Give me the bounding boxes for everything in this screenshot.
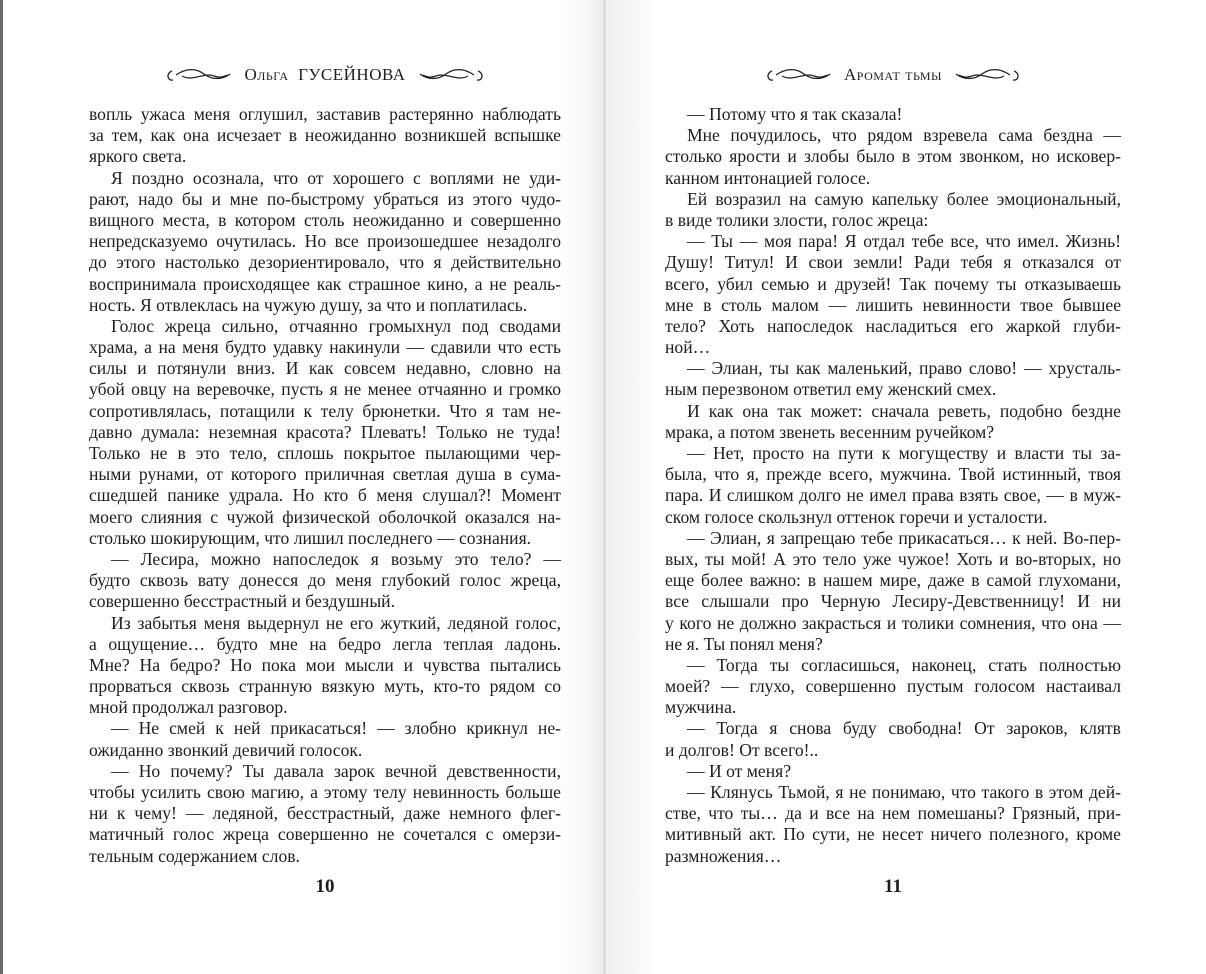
paragraph bbox=[89, 549, 561, 613]
flourish-ornament-icon bbox=[952, 64, 1022, 86]
right-page bbox=[665, 0, 1121, 974]
text-line: канном интонацией голосе. bbox=[665, 167, 871, 188]
paragraph bbox=[89, 761, 561, 867]
text-line: ни к чему! — ледяной, бесстрастный, даже немного флег- bbox=[89, 803, 561, 824]
author-name bbox=[244, 65, 405, 85]
text-line: прорваться сквозь странную вязкую муть, кто-то рядом со bbox=[89, 676, 561, 697]
text-line: ожиданно звонкий девичий голосок. bbox=[89, 739, 363, 760]
book-title: Аромат тьмы bbox=[844, 65, 942, 84]
text-line: яркого света. bbox=[89, 146, 187, 167]
text-line: мрака, а потом звенеть весенним ручейком? bbox=[665, 421, 995, 442]
book-gutter bbox=[560, 0, 660, 974]
text-line: митивный акт. По сути, не несет ничего полезного, кроме bbox=[665, 824, 1121, 845]
paragraph bbox=[89, 168, 561, 316]
text-line: рают, надо бы и мне по-быстрому убраться из этого чудо- bbox=[89, 188, 561, 209]
text-line: Мне почудилось, что рядом взревела сама бездна — bbox=[687, 125, 1121, 146]
author-first-name: Ольга bbox=[244, 65, 289, 84]
text-line: непредсказуемо очутилась. Но все произошедшее незадолго bbox=[89, 231, 561, 252]
text-line: — Клянусь Тьмой, я не понимаю, что такого в этом дей- bbox=[687, 782, 1121, 802]
scan-edge bbox=[0, 0, 3, 974]
text-line: матичный голос жреца совершенно не сочетался с омерзи- bbox=[89, 824, 561, 845]
text-line: — Не смей к ней прикасаться! — злобно крикнул не- bbox=[111, 718, 561, 739]
paragraph bbox=[665, 761, 1121, 782]
text-line: — Тогда я снова буду свободна! От зароков, клятв bbox=[687, 718, 1121, 739]
text-line: ными рунами, от которого приличная светлая душа в сума- bbox=[89, 464, 561, 485]
text-line: сопротивлялась, потащили к телу брюнетки. Что я там не- bbox=[89, 400, 561, 421]
text-line: в виде толики злости, голос жреца: bbox=[665, 209, 929, 230]
text-line: вых, ты мой! А это тело уже чужое! Хоть и во-вторых, но bbox=[665, 548, 1121, 569]
text-line: чтобы усилить свою магию, а этому телу невинность больше bbox=[89, 782, 561, 802]
running-head-author bbox=[89, 64, 561, 86]
text-line: всего, убил семью и друзей! Так почему ты отказываешь bbox=[665, 273, 1121, 294]
text-line: мной продолжал разговор. bbox=[89, 697, 288, 718]
text-line: сшедшей панике удрала. Но кто б меня слушал?! Момент bbox=[89, 485, 561, 506]
text-line: И как она так может: сначала реветь, подобно бездне bbox=[687, 400, 1121, 421]
text-line: за тем, как она исчезает в неожиданно возникшей вспышке bbox=[89, 125, 561, 146]
page-number: 10 bbox=[315, 876, 335, 897]
running-head-title bbox=[665, 64, 1121, 86]
paragraph bbox=[89, 613, 561, 719]
text-line: мне в столь малом — лишить невинности твое бывшее bbox=[665, 294, 1121, 315]
text-line: совершенно бесстрастный и бездушный. bbox=[89, 591, 395, 612]
body-text bbox=[89, 104, 561, 867]
text-line: воспринимала происходящее как страшное кино, а не реаль- bbox=[89, 273, 561, 294]
text-line: все слышали про Черную Лесиру-Девственницу! И ни bbox=[665, 591, 1121, 612]
paragraph bbox=[665, 718, 1121, 760]
page-number: 11 bbox=[884, 876, 902, 897]
text-line: ным перезвоном ответил ему женский смех. bbox=[665, 379, 997, 400]
paragraph bbox=[665, 358, 1121, 400]
text-line: Ей возразил на самую капельку более эмоциональный, bbox=[687, 188, 1121, 209]
text-line: Только не в это тело, сплошь покрытое пылающими чер- bbox=[89, 443, 561, 463]
paragraph bbox=[665, 443, 1121, 528]
text-line: еще более важно: в нашем мире, даже в самой глухомани, bbox=[665, 570, 1121, 591]
text-line: — Ты — моя пара! Я отдал тебе все, что имел. Жизнь! bbox=[687, 231, 1121, 252]
text-line: до этого настолько дезориентировало, что я действительно bbox=[89, 252, 561, 273]
text-line: вищного места, в котором столь неожиданно и совершенно bbox=[89, 209, 561, 230]
body-text bbox=[665, 104, 1121, 867]
paragraph bbox=[89, 316, 561, 549]
paragraph bbox=[665, 655, 1121, 719]
text-line: мужчина. bbox=[665, 697, 737, 718]
text-line: стве, что ты… да и все на нем помешаны? Грязный, при- bbox=[665, 803, 1121, 824]
paragraph bbox=[665, 528, 1121, 655]
text-line: — Элиан, я запрещаю тебе прикасаться… к ней. Во-пер- bbox=[687, 527, 1121, 548]
text-line: Я поздно осознала, что от хорошего с воплями не уди- bbox=[111, 167, 561, 188]
text-line: — Элиан, ты как маленький, право слово! — хрусталь- bbox=[687, 358, 1121, 379]
text-line: тельным содержанием слов. bbox=[89, 845, 300, 866]
text-line: убой овцу на веревочке, пусть я не менее отчаянно и громко bbox=[89, 379, 561, 400]
text-line: давно думала: неземная красота? Плевать! Только не туда! bbox=[89, 421, 561, 442]
paragraph bbox=[89, 718, 561, 760]
text-line: была, что я, прежде всего, мужчина. Твой истинный, твоя bbox=[665, 464, 1121, 485]
text-line: моего слияния с чужой физической оболочкой оказался на- bbox=[89, 506, 561, 527]
text-line: — И от меня? bbox=[687, 760, 792, 781]
text-line: пара. И слишком долго не имел права взять свое, — в муж- bbox=[665, 485, 1121, 506]
text-line: Голос жреца сильно, отчаянно громыхнул под сводами bbox=[111, 315, 561, 336]
paragraph bbox=[665, 401, 1121, 443]
text-line: Мне? На бедро? Но пока мои мысли и чувства пытались bbox=[89, 654, 561, 675]
author-last-name: ГУСЕЙНОВА bbox=[298, 65, 406, 84]
text-line: силы и потянули вниз. И как совсем недавно, словно на bbox=[89, 358, 561, 379]
text-line: Душу! Титул! И свои земли! Ради тебя я отказался от bbox=[665, 252, 1121, 273]
flourish-ornament-icon bbox=[764, 64, 834, 86]
text-line: вопль ужаса меня оглушил, заставив растерянно наблюдать bbox=[89, 104, 561, 124]
flourish-ornament-icon bbox=[164, 64, 234, 86]
text-line: Из забытья меня выдернул не его жуткий, ледяной голос, bbox=[111, 612, 561, 633]
text-line: — Лесира, можно напоследок я возьму это тело? — bbox=[111, 548, 561, 569]
text-line: столько шокирующим, что лишил последнего — сознания. bbox=[89, 527, 532, 548]
text-line: ность. Я отвлеклась на чужую душу, за что и поплатилась. bbox=[89, 294, 528, 315]
paragraph bbox=[665, 231, 1121, 358]
text-line: ной… bbox=[665, 337, 711, 358]
text-line: — Тогда ты согласишься, наконец, стать полностью bbox=[687, 654, 1121, 675]
text-line: храма, а на меня будто удавку накинули — сдавили что есть bbox=[89, 337, 561, 358]
text-line: ском голосе скользнул оттенок горечи и усталости. bbox=[665, 506, 1048, 527]
text-line: размножения… bbox=[665, 845, 782, 866]
text-line: будто сквозь вату донесся до меня глубокий голос жреца, bbox=[89, 570, 561, 591]
paragraph bbox=[665, 104, 1121, 125]
text-line: — Но почему? Ты давала зарок вечной девственности, bbox=[111, 760, 561, 781]
text-line: моей? — глухо, совершенно пустым голосом настаивал bbox=[665, 676, 1121, 697]
flourish-ornament-icon bbox=[416, 64, 486, 86]
text-line: у кого не должно закрасться и толики сомнения, что она — bbox=[665, 612, 1121, 633]
left-page bbox=[89, 0, 561, 974]
text-line: тело? Хоть напоследок насладиться его жаркой глуби- bbox=[665, 315, 1121, 336]
text-line: — Нет, просто на пути к могуществу и власти ты за- bbox=[687, 443, 1121, 463]
text-line: и долгов! От всего!.. bbox=[665, 739, 819, 760]
text-line: а ощущение… будто мне на бедро легла теплая ладонь. bbox=[89, 633, 561, 654]
paragraph bbox=[665, 125, 1121, 189]
paragraph bbox=[89, 104, 561, 168]
text-line: не я. Ты понял меня? bbox=[665, 633, 823, 654]
paragraph bbox=[665, 189, 1121, 231]
text-line: — Потому что я так сказала! bbox=[687, 104, 903, 124]
paragraph bbox=[665, 782, 1121, 867]
text-line: столько ярости и злобы было в этом звонком, но исковер- bbox=[665, 146, 1121, 167]
